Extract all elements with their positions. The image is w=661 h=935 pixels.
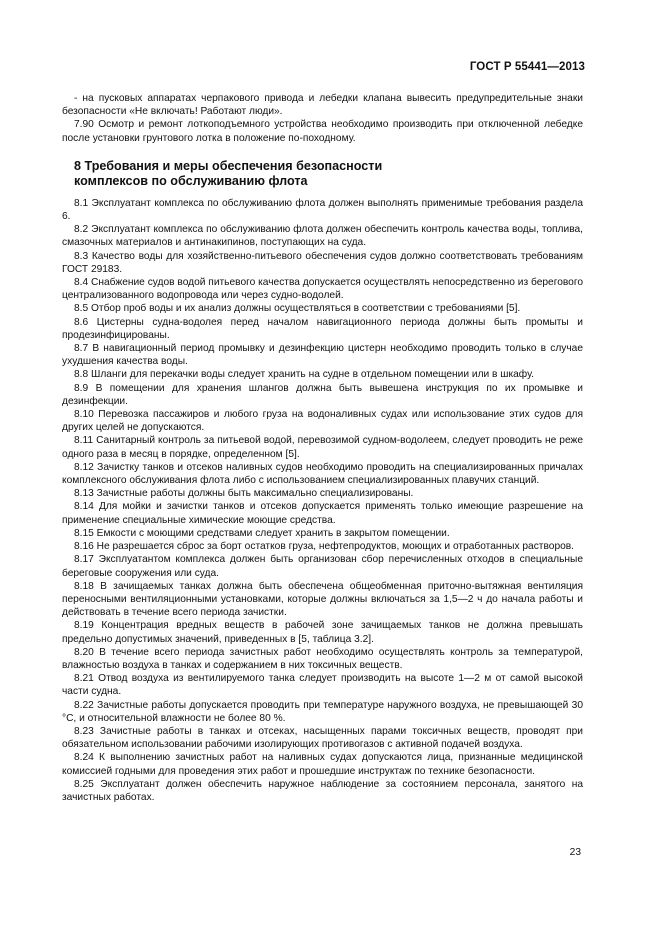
- paragraph-8-15: 8.15 Емкости с моющими средствами следует хранить в закрытом помещении.: [74, 527, 450, 539]
- paragraph-8-7: 8.7 В навигационный период промывку и дезинфекцию цистерн необходимо проводить только в случае ухудшения качества воды.: [62, 343, 583, 368]
- section-title-line-2: комплексов по обслуживанию флота: [74, 173, 308, 188]
- paragraph-8-5: 8.5 Отбор проб воды и их анализ должны осуществляться в соответствии с требованиями [5].: [74, 303, 521, 315]
- paragraph-8-14: 8.14 Для мойки и зачистки танков и отсеков допускается применять только имеющие разрешение на применение специальные химические моющие средства.: [62, 501, 583, 526]
- section-title: [74, 159, 583, 189]
- paragraph-8-3: 8.3 Качество воды для хозяйственно-питьевого обеспечения судов должно соответствовать требованиям ГОСТ 29183.: [62, 250, 583, 275]
- paragraph-8-21: 8.21 Отвод воздуха из вентилируемого танка следует производить на высоте 1—2 м от самой высокой части судна.: [62, 673, 583, 698]
- intro-paragraph-2: 7.90 Осмотр и ремонт лоткоподъемного устройства необходимо производить при отключенной лебедке после установки грунтового лотка в положение по-походному.: [62, 119, 583, 144]
- page-number: 23: [569, 847, 581, 858]
- paragraph-8-13: 8.13 Зачистные работы должны быть максимально специализированы.: [74, 488, 414, 500]
- paragraph-8-2: 8.2 Эксплуатант комплекса по обслуживанию флота должен обеспечить контроль качества воды, топлива, смазочных материалов и антинакипинов, поступающих на суда.: [62, 224, 583, 249]
- paragraph-8-25: 8.25 Эксплуатант должен обеспечить наружное наблюдение за состоянием персонала, занятого на зачистных работах.: [62, 778, 583, 803]
- paragraph-8-9: 8.9 В помещении для хранения шлангов должна быть вывешена инструкция по их промывке и дезинфекции.: [62, 382, 583, 407]
- paragraph-8-17: 8.17 Эксплуатантом комплекса должен быть организован сбор перечисленных отходов в специальные береговые сооружения или суда.: [62, 554, 583, 579]
- intro-paragraph-1: - на пусковых аппаратах черпакового привода и лебедки клапана вывесить предупредительные знаки безопасности «Не включать! Работают люди».: [62, 93, 583, 118]
- section-title-line-1: 8 Требования и меры обеспечения безопасности: [74, 158, 383, 173]
- paragraph-8-11: 8.11 Санитарный контроль за питьевой водой, перевозимой судном-водолеем, следует проводить не реже одного раза в месяц в порядке, определенном [5].: [62, 435, 583, 460]
- paragraph-8-8: 8.8 Шланги для перекачки воды следует хранить на судне в отдельном помещении или в шкафу.: [74, 369, 534, 381]
- paragraph-8-22: 8.22 Зачистные работы допускается проводить при температуре наружного воздуха, не превышающей 30 °С, и относительной влажности не более 80 %.: [62, 699, 583, 724]
- paragraph-8-19: 8.19 Концентрация вредных веществ в рабочей зоне зачищаемых танков не должна превышать предельно допустимых значений, приведенных в [5, таблица 3.2].: [62, 620, 583, 645]
- page-body: [62, 92, 583, 804]
- paragraph-8-12: 8.12 Зачистку танков и отсеков наливных судов необходимо проводить на специализированных причалах комплексного обслуживания флота либо с использованием специализированных плавучих станций.: [62, 461, 583, 487]
- paragraph-8-1: 8.1 Эксплуатант комплекса по обслуживанию флота должен выполнять применимые требования раздела 6.: [62, 197, 583, 223]
- document-header: ГОСТ Р 55441—2013: [469, 61, 585, 73]
- paragraph-8-4: 8.4 Снабжение судов водой питьевого качества допускается осуществлять непосредственно из берегового централизованного водопровода или через судно-водолей.: [62, 277, 583, 302]
- paragraph-8-24: 8.24 К выполнению зачистных работ на наливных судах допускаются лица, признанные медицинской комиссией годными для проведения этих работ и прошедшие инструктаж по технике безопасности.: [62, 752, 583, 777]
- paragraph-8-18: 8.18 В зачищаемых танках должна быть обеспечена общеобменная приточно-вытяжная вентиляция переносными вентиляционными установками, которые должны включаться за 1,5—2 ч до начала работы и действовать в течение всего периода зачистки.: [62, 580, 583, 619]
- paragraph-8-20: 8.20 В течение всего периода зачистных работ необходимо осуществлять контроль за температурой, влажностью воздуха в танках и содержанием в них токсичных веществ.: [62, 646, 583, 671]
- paragraph-8-16: 8.16 Не разрешается сброс за борт остатков груза, нефтепродуктов, моющих и отработанных растворов.: [74, 541, 575, 553]
- paragraph-8-6: 8.6 Цистерны судна-водолея перед началом навигационного периода должны быть промыты и продезинфицированы.: [62, 316, 583, 341]
- paragraph-8-23: 8.23 Зачистные работы в танках и отсеках, насыщенных парами токсичных веществ, проводят при обязательном использовании рабочими изолирующих противогазов с активной подачей воздуха.: [62, 725, 583, 751]
- paragraph-8-10: 8.10 Перевозка пассажиров и любого груза на водоналивных судах или использование этих судов для других целей не допускаются.: [62, 409, 583, 434]
